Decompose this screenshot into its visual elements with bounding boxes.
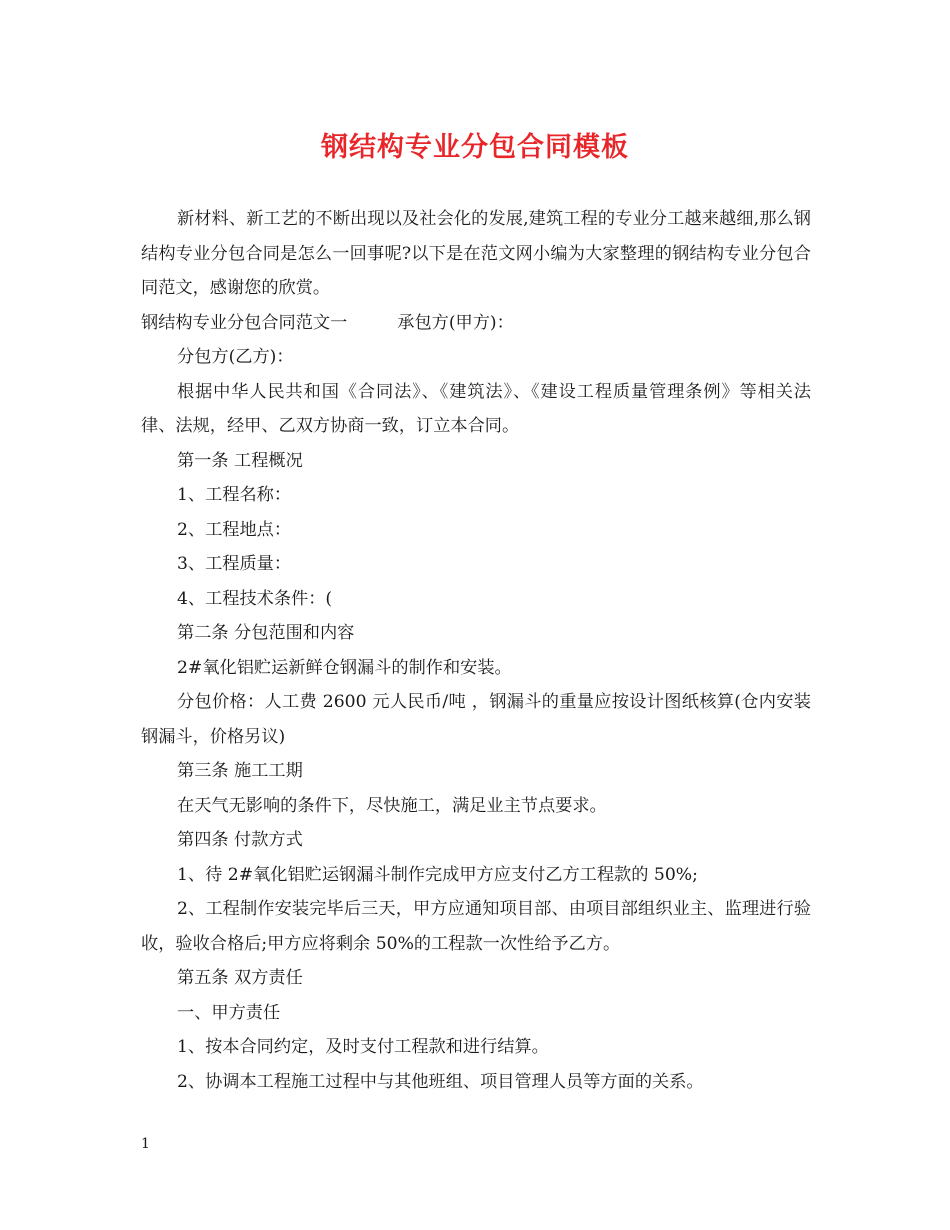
project-name-line: 1、工程名称： xyxy=(177,485,292,505)
contract-sample-heading-line xyxy=(141,306,811,341)
party-a-responsibility-heading: 一、甲方责任 xyxy=(177,1002,281,1023)
article-3-heading: 第三条 施工工期 xyxy=(177,761,303,781)
schedule-line: 在天气无影响的条件下，尽快施工，满足业主节点要求。 xyxy=(177,795,607,816)
project-quality-line: 3、工程质量： xyxy=(177,554,292,574)
article-4-heading: 第四条 付款方式 xyxy=(177,830,303,850)
intro-paragraph: 新材料、新工艺的不断出现以及社会化的发展,建筑工程的专业分工越来越细,那么钢结构专业分包合同是怎么一回事呢?以下是在范文网小编为大家整理的钢结构专业分包合同范文，感谢您的欣赏。 xyxy=(141,209,811,298)
document-body xyxy=(141,202,811,1099)
page-number: 1 xyxy=(141,1136,150,1152)
article-1-heading: 第一条 工程概况 xyxy=(177,450,303,471)
article-2-heading: 第二条 分包范围和内容 xyxy=(177,623,355,643)
price-paragraph: 分包价格：人工费 2600 元人民币/吨 ，钢漏斗的重量应按设计图纸核算(仓内安装钢漏斗，价格另议) xyxy=(141,692,811,747)
payment-term-1: 1、待 2#氧化铝贮运钢漏斗制作完成甲方应支付乙方工程款的 50%; xyxy=(177,864,698,885)
party-a-label: 承包方(甲方)： xyxy=(397,312,514,333)
legal-basis-paragraph: 根据中华人民共和国《合同法》、《建筑法》、《建设工程质量管理条例》等相关法律、法规，经甲、乙双方协商一致，订立本合同。 xyxy=(141,381,811,436)
scope-line: 2#氧化铝贮运新鲜仓钢漏斗的制作和安装。 xyxy=(177,657,512,678)
party-a-duty-2: 2、协调本工程施工过程中与其他班组、项目管理人员等方面的关系。 xyxy=(177,1071,704,1092)
party-b-label: 分包方(乙方)： xyxy=(177,347,294,367)
document-title: 钢结构专业分包合同模板 xyxy=(321,132,629,163)
technical-conditions-line: 4、工程技术条件：( xyxy=(177,588,333,609)
payment-term-2: 2、工程制作安装完毕后三天，甲方应通知项目部、由项目部组织业主、监理进行验收，验收合格后;甲方应将剩余 50%的工程款一次性给予乙方。 xyxy=(141,899,811,954)
project-location-line: 2、工程地点： xyxy=(177,519,292,540)
article-5-heading: 第五条 双方责任 xyxy=(177,968,303,988)
party-a-duty-1: 1、按本合同约定，及时支付工程款和进行结算。 xyxy=(177,1037,549,1057)
sample-title: 钢结构专业分包合同范文一 xyxy=(141,312,348,333)
